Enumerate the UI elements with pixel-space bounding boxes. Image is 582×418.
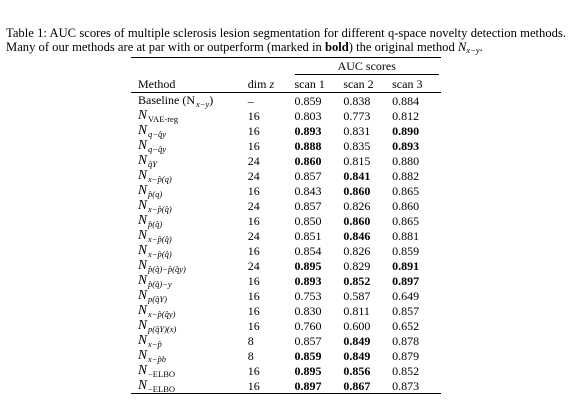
scan-3-cell: 0.880 [392, 153, 420, 168]
baseline-scan-3: 0.884 [392, 93, 420, 108]
dim-cell: 16 [247, 123, 260, 138]
scan-1-cell: 0.753 [294, 288, 322, 303]
dim-cell: 8 [247, 333, 254, 348]
table-row-baseline [131, 93, 441, 109]
caption-text: AUC scores of multiple sclerosis lesion segmentation for different q-space novelty detection methods. Many of our methods are at par with or outperform (marked in [6, 26, 566, 54]
scan-2-cell: 0.849 [343, 348, 371, 363]
dim-cell: 16 [247, 183, 260, 198]
scan-2-cell: 0.826 [343, 243, 371, 258]
scan-1-cell: 0.843 [294, 183, 322, 198]
caption-text-after: ) the original method [348, 40, 455, 54]
method-cell: $N_{-ELBO}$ [138, 377, 176, 394]
baseline-scan-1: 0.859 [294, 93, 322, 108]
scan-3-cell: 0.881 [392, 228, 420, 243]
baseline-method: Baseline $(N_{x-y})$ [138, 93, 214, 109]
scan-1-cell: 0.893 [294, 273, 322, 288]
scan-1-cell: 0.895 [294, 363, 322, 378]
scan-1-cell: 0.850 [294, 213, 322, 228]
dim-cell: 8 [247, 348, 254, 363]
method-cell: $N_{x-p̂(q̂y)}$ [138, 302, 176, 319]
dim-cell: 24 [247, 168, 260, 183]
scan-2-cell: 0.867 [343, 378, 371, 393]
scan-1-cell: 0.857 [294, 198, 322, 213]
scan-3-cell: 0.652 [392, 318, 420, 333]
dim-cell: 24 [247, 228, 260, 243]
scan-3-cell: 0.878 [392, 333, 420, 348]
dim-cell: 16 [247, 378, 260, 393]
table-header-group-row [131, 58, 441, 76]
scan-2-cell: 0.860 [343, 183, 371, 198]
table-row [131, 213, 441, 228]
header-scan-1: scan 1 [294, 76, 325, 91]
table-row [131, 138, 441, 153]
header-scan-3: scan 3 [392, 76, 423, 91]
method-cell: $N_{x-p̂(q)}$ [138, 167, 172, 184]
table-row [131, 153, 441, 168]
scan-2-cell: 0.849 [343, 333, 371, 348]
dim-cell: 16 [247, 138, 260, 153]
scan-2-cell: 0.831 [343, 123, 371, 138]
scan-3-cell: 0.879 [392, 348, 420, 363]
scan-2-cell: 0.856 [343, 363, 371, 378]
table-header-row [131, 75, 441, 93]
table-row [131, 228, 441, 243]
table-row [131, 123, 441, 138]
scan-2-cell: 0.852 [343, 273, 371, 288]
caption-end: . [479, 40, 483, 54]
table-row [131, 288, 441, 303]
header-dim: dim z [247, 76, 275, 91]
scan-2-cell: 0.587 [343, 288, 371, 303]
method-cell: $N_{x-p̂}$ [138, 332, 162, 349]
table-row [131, 333, 441, 348]
scan-2-cell: 0.846 [343, 228, 371, 243]
scan-3-cell: 0.893 [392, 138, 420, 153]
method-cell: $N_{q-q̂y}$ [138, 137, 167, 154]
scan-3-cell: 0.897 [392, 273, 420, 288]
scan-1-cell: 0.897 [294, 378, 322, 393]
scan-1-cell: 0.857 [294, 168, 322, 183]
caption-method-sub: x−y [466, 45, 480, 55]
scan-3-cell: 0.865 [392, 213, 420, 228]
scan-2-cell: 0.773 [343, 108, 371, 123]
scan-2-cell: 0.811 [343, 303, 370, 318]
table-row [131, 378, 441, 394]
method-cell: $N_{p̂(q̂)-p̂(q̂y)}$ [138, 257, 186, 274]
table-row [131, 108, 441, 123]
scan-1-cell: 0.857 [294, 333, 322, 348]
caption-method-symbol: N [457, 40, 467, 54]
dim-cell: 16 [247, 288, 260, 303]
method-cell: $N_{-ELBO}$ [138, 362, 176, 379]
scan-1-cell: 0.893 [294, 123, 322, 138]
scan-2-cell: 0.835 [343, 138, 371, 153]
table-row [131, 258, 441, 273]
dim-cell: 16 [247, 363, 260, 378]
table-row [131, 243, 441, 258]
table-caption [6, 26, 566, 54]
scan-3-cell: 0.891 [392, 258, 420, 273]
method-cell: $N_{x-p̂(q̂)}$ [138, 242, 172, 259]
scan-3-cell: 0.860 [392, 198, 420, 213]
table-row [131, 318, 441, 333]
scan-1-cell: 0.895 [294, 258, 322, 273]
auc-results-table [131, 57, 441, 394]
scan-1-cell: 0.851 [294, 228, 322, 243]
dim-cell: 16 [247, 213, 260, 228]
caption-bold-word: bold [324, 40, 349, 54]
method-cell: $N_{p(q̂Y)}$ [138, 287, 167, 304]
table-row [131, 168, 441, 183]
scan-1-cell: 0.854 [294, 243, 322, 258]
baseline-dim: – [247, 93, 254, 108]
scan-2-cell: 0.841 [343, 168, 371, 183]
baseline-scan-2: 0.838 [343, 93, 371, 108]
method-cell: $N_{p̂(q̂)}$ [138, 212, 163, 229]
scan-3-cell: 0.865 [392, 183, 420, 198]
method-cell: $N_{p̂(q)}$ [138, 182, 163, 199]
table-row [131, 348, 441, 363]
scan-2-cell: 0.826 [343, 198, 371, 213]
table-row [131, 183, 441, 198]
scan-3-cell: 0.649 [392, 288, 420, 303]
caption-label: Table 1: [6, 26, 47, 40]
scan-2-cell: 0.860 [343, 213, 371, 228]
method-cell: $N_{q̂Y}$ [138, 152, 157, 169]
method-cell: $N_{p̂(q̂)-y}$ [138, 272, 172, 289]
scan-3-cell: 0.857 [392, 303, 420, 318]
header-method: Method [138, 76, 176, 91]
auc-scores-header: AUC scores [295, 58, 442, 76]
scan-1-cell: 0.830 [294, 303, 322, 318]
scan-2-cell: 0.600 [343, 318, 371, 333]
dim-cell: 16 [247, 108, 260, 123]
scan-3-cell: 0.882 [392, 168, 420, 183]
scan-2-cell: 0.815 [343, 153, 371, 168]
dim-cell: 16 [247, 303, 260, 318]
method-cell: $N_{VAE-reg}$ [138, 107, 179, 124]
scan-2-cell: 0.829 [343, 258, 371, 273]
scan-1-cell: 0.803 [294, 108, 322, 123]
scan-3-cell: 0.812 [392, 108, 420, 123]
dim-cell: 24 [247, 153, 260, 168]
method-cell: $N_{p(q̂Y)(x)}$ [138, 317, 177, 334]
scan-1-cell: 0.860 [294, 153, 322, 168]
dim-cell: 16 [247, 273, 260, 288]
method-cell: $N_{x-p̂(q̂)}$ [138, 227, 172, 244]
dim-cell: 16 [247, 243, 260, 258]
method-cell: $N_{x-p̂b}$ [138, 347, 167, 364]
header-scan-2: scan 2 [343, 76, 374, 91]
scan-3-cell: 0.873 [392, 378, 420, 393]
scan-1-cell: 0.859 [294, 348, 322, 363]
scan-3-cell: 0.890 [392, 123, 420, 138]
dim-cell: 24 [247, 198, 260, 213]
method-cell: $N_{x-p̂(q̂)}$ [138, 197, 172, 214]
dim-cell: 24 [247, 258, 260, 273]
table-row [131, 363, 441, 378]
method-cell: $N_{q-q̂y}$ [138, 122, 167, 139]
scan-1-cell: 0.760 [294, 318, 322, 333]
table-row [131, 273, 441, 288]
table-row [131, 303, 441, 318]
scan-1-cell: 0.888 [294, 138, 322, 153]
dim-cell: 16 [247, 318, 260, 333]
scan-3-cell: 0.852 [392, 363, 420, 378]
table-row [131, 198, 441, 213]
scan-3-cell: 0.859 [392, 243, 420, 258]
